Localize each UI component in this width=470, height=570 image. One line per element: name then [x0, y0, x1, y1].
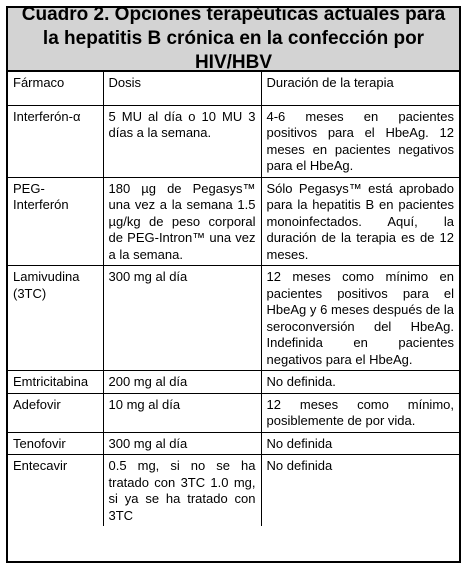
header-row [8, 72, 459, 105]
duration-cell: 4-6 meses en pacientes positivos para el HbeAg. 12 meses en pacientes negativos para el HbeAg. [261, 105, 459, 177]
table-title: Cuadro 2. Opciones terapéuticas actuales para la hepatitis B crónica en la confección por HIV/HBV [8, 8, 459, 72]
dose-cell: 10 mg al día [103, 393, 261, 432]
table-row [8, 371, 459, 394]
dose-cell: 300 mg al día [103, 432, 261, 455]
table-row [8, 432, 459, 455]
column-header-dose: Dosis [103, 72, 261, 105]
dose-cell: 0.5 mg, si no se ha tratado con 3TC 1.0 mg, si ya se ha tratado con 3TC [103, 455, 261, 527]
duration-cell: Sólo Pegasys™ está aprobado para la hepatitis B en pacientes monoinfectados. Aquí, la duración de la terapia es de 12 meses. [261, 177, 459, 266]
duration-cell: No definida [261, 432, 459, 455]
duration-cell: 12 meses como mínimo en pacientes positivos para el HbeAg y 6 meses después de la seroconversión del HbeAg. Indefinida en pacientes negativos para el HbeAg. [261, 266, 459, 371]
table-frame [6, 6, 461, 563]
drug-cell: Adefovir [8, 393, 103, 432]
table-row [8, 105, 459, 177]
drug-cell: PEG-Interferón [8, 177, 103, 266]
table-row [8, 266, 459, 371]
dose-cell: 300 mg al día [103, 266, 261, 371]
column-header-duration: Duración de la terapia [261, 72, 459, 105]
drug-cell: Interferón-α [8, 105, 103, 177]
duration-cell: No definida. [261, 371, 459, 394]
duration-cell: No definida [261, 455, 459, 527]
drug-cell: Lamivudina (3TC) [8, 266, 103, 371]
drug-cell: Tenofovir [8, 432, 103, 455]
table-row [8, 455, 459, 527]
dose-cell: 5 MU al día o 10 MU 3 días a la semana. [103, 105, 261, 177]
dose-cell: 180 µg de Pegasys™ una vez a la semana 1.5 µg/kg de peso corporal de PEG-Intron™ una vez a la semana. [103, 177, 261, 266]
duration-cell: 12 meses como mínimo, posiblemente de por vida. [261, 393, 459, 432]
therapy-table [8, 72, 459, 526]
table-row [8, 393, 459, 432]
dose-cell: 200 mg al día [103, 371, 261, 394]
column-header-drug: Fármaco [8, 72, 103, 105]
drug-cell: Emtricitabina [8, 371, 103, 394]
table-row [8, 177, 459, 266]
drug-cell: Entecavir [8, 455, 103, 527]
